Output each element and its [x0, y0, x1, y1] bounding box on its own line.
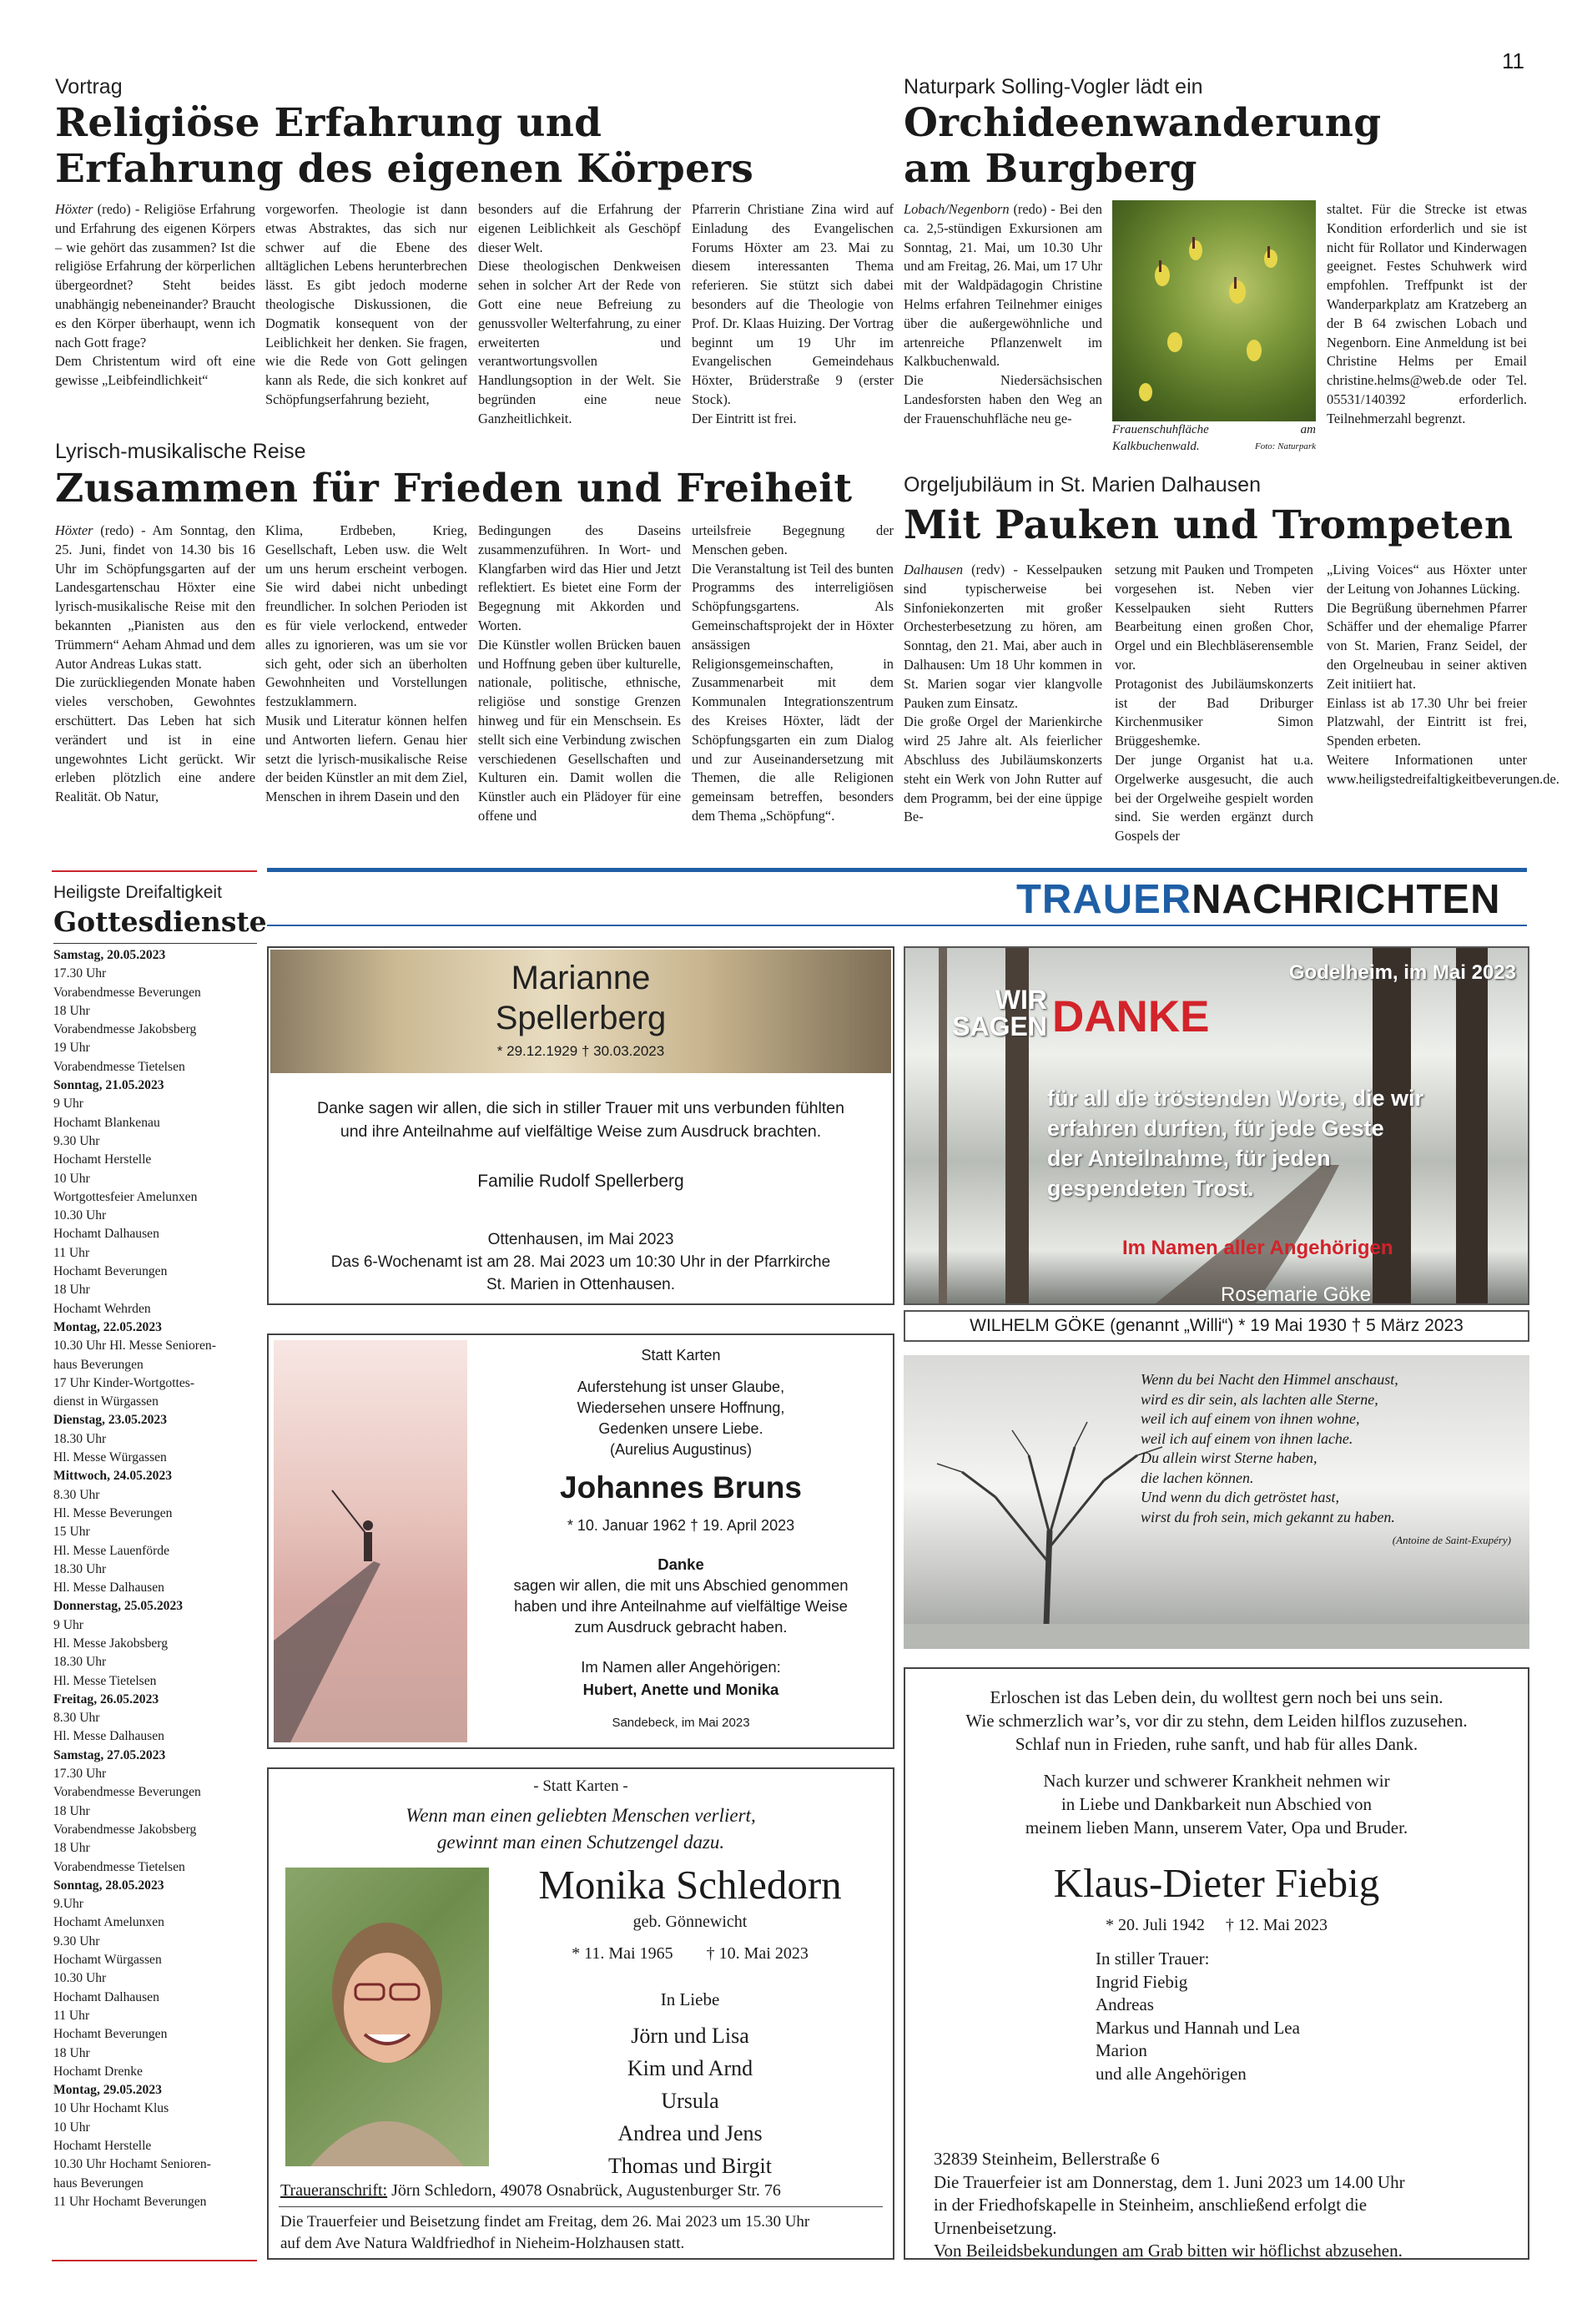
- poem-line: wirst du froh sein, mich gekannt zu haben.: [1141, 1508, 1395, 1525]
- gottesdienst-entry: Hl. Messe Dalhausen: [53, 1580, 164, 1596]
- schledorn-portrait-illustration: [285, 1868, 489, 2166]
- article4-col2: setzung mit Pauken und Trompeten vorgesehen ist. Neben vier Kesselpauken sieht Rutters Bearbeitung einen großen Chor, Orgel und ein Blechbläserensemble vor. Protagonist des Jubiläumskonzerts ist der Bad Driburger Kirchenmusiker Simon Brüggeshemke. Der junge Organist hat u.a. Orgelwerke ausgesucht, die auch bei der Orgelweihe gespielt worden sind. Sie werden ergänzt durch Gospels der: [1115, 562, 1313, 844]
- gottesdienst-entry: 17.30 Uhr: [53, 1767, 107, 1782]
- article2-col2: Klima, Erdbeben, Krieg, Gesellschaft, Leben usw. die Welt um uns herum erscheint verbogen. Sie wird dabei nicht unbedingt freundlicher. In solchen Perioden ist es für viele verlockend, entweder alles zu ignorieren, was um sie vor sich geht, oder sich an überholten Gewohnheiten und Vorstellungen festzuklammern. Musik und Literatur können helfen und Antworten liefern. Genau hier setzt die lyrisch-musikalische Reise der beiden Künstler an mit dem Ziel, Menschen in ihrem Dasein und den: [265, 522, 467, 805]
- sidebar-top-rule: [52, 870, 257, 872]
- article1-headline-line2: Erfahrung des eigenen Körpers: [55, 146, 754, 192]
- gottesdienst-date: Samstag, 20.05.2023: [53, 948, 166, 962]
- fiebig-mourner: Marion: [1096, 2040, 1147, 2060]
- schledorn-mourner: Andrea und Jens: [617, 2121, 763, 2145]
- article1-kicker: Vortrag: [55, 75, 123, 98]
- gottesdienst-date: Sonntag, 28.05.2023: [53, 1878, 164, 1893]
- article3-col1: Lobach/Negenborn (redo) - Bei den ca. 2,5-stündigen Exkursionen am Sonntag, 21. Mai, um 10.30 Uhr und am Freitag, 26. Mai, um 17 Uhr mit der Waldpädagogin Christine Helms erfahren Teilnehmer einiges über die außergewöhnliche und artenreiche Pflanzenwelt im Kalkbuchenwald. Die Niedersächsischen Landesforsten haben den Weg an der Frauenschuhfläche neu ge-: [904, 201, 1102, 426]
- gottesdienst-date: Samstag, 27.05.2023: [53, 1747, 166, 1762]
- goeke-place: Godelheim, im Mai 2023: [1288, 961, 1516, 984]
- ad-spellerberg: [267, 946, 894, 1305]
- orchid-caption: Frauenschuhfläche am Kalkbuchenwald. Foto: Naturpark: [1112, 423, 1316, 453]
- bruns-place: Sandebeck, im Mai 2023: [612, 1716, 750, 1730]
- gottesdienst-entry: Hochamt Blankenau: [53, 1115, 160, 1130]
- gottesdienst-entry: Hochamt Wehrden: [53, 1301, 151, 1316]
- gottesdienst-entry: Vorabendmesse Tietelsen: [53, 1859, 185, 1874]
- goeke-danke: DANKE: [1052, 992, 1210, 1041]
- poem-line: Wenn du bei Nacht den Himmel anschaust,: [1141, 1371, 1398, 1388]
- gottesdienst-entry: 9.30 Uhr: [53, 1933, 100, 1948]
- gottesdienst-entry: 18.30 Uhr: [53, 1655, 107, 1670]
- gottesdienst-entry: Vorabendmesse Jakobsberg: [53, 1822, 197, 1837]
- gottesdienst-entry: Hochamt Beverungen: [53, 2027, 168, 2042]
- gottesdienst-entry: Hl. Messe Tietelsen: [53, 1673, 157, 1688]
- bruns-quote: Auferstehung ist unser Glaube, Wiedersehen unsere Hoffnung, Gedenken unsere Liebe. (Aurelius Augustinus): [577, 1379, 785, 1458]
- gottesdienst-entry: Vorabendmesse Beverungen: [53, 985, 201, 1000]
- article1-col4: Pfarrerin Christiane Zina wird auf Einladung des Evangelischen Forums Höxter am 23. Mai zu diesem interessanten Thema referieren. Sie stützt sich dabei besonders auf die Theologie von Prof. Dr. Klaas Huizing. Der Vortrag beginnt um 19 Uhr im Evangelischen Gemeindehaus Höxter, Brüderstraße 9 (erster Stock). Der Eintritt ist frei.: [692, 201, 894, 426]
- gottesdienst-entry: Hochamt Amelunxen: [53, 1915, 164, 1930]
- sidebar-title-rule: [53, 943, 257, 944]
- poem-line: Und wenn du dich getröstet hast,: [1141, 1489, 1339, 1505]
- goeke-footer: WILHELM GÖKE (genannt „Willi“) * 19 Mai 1930 † 5 März 2023: [904, 1310, 1529, 1342]
- gottesdienst-entry: 9 Uhr: [53, 1096, 83, 1112]
- trauer-header-part1: TRAUER: [1016, 877, 1192, 922]
- gottesdienst-entry: Hochamt Würgassen: [53, 1953, 162, 1968]
- article1-col2: vorgeworfen. Theologie ist dann etwas Abstraktes, das sich nur schwer auf die Ebene des alltäglichen Lebens herunterbrechen lässt. Es gibt jedoch moderne theologische Diskussionen, die Dogmatik konsequent von der Leiblichkeit her denken. Sie fragen, wie die Rede von Gott gelingen kann als Rede, die sich konkret auf Schöpfungserfahrung bezieht,: [265, 201, 467, 407]
- gottesdienst-entry: 11 Uhr: [53, 1245, 90, 1260]
- bruns-text: Danke sagen wir allen, die mit uns Abschied genommen haben und ihre Anteilnahme auf vielfältige Weise zum Ausdruck gebracht haben.: [513, 1555, 849, 1636]
- gottesdienst-entry: 18 Uhr: [53, 1841, 90, 1856]
- ad-poem: [904, 1355, 1529, 1649]
- bruns-statt: Statt Karten: [641, 1347, 721, 1364]
- gottesdienst-entry: Vorabendmesse Tietelsen: [53, 1059, 185, 1074]
- spellerberg-info: Ottenhausen, im Mai 2023 Das 6-Wochenamt ist am 28. Mai 2023 um 10:30 Uhr in der Pfarrkirche St. Marien in Ottenhausen.: [330, 1231, 831, 1293]
- schledorn-mourner: Ursula: [661, 2089, 719, 2113]
- fiebig-mourner: Ingrid Fiebig: [1096, 1971, 1188, 1992]
- poem-line: wird es dir sein, als lachten alle Sterne,: [1141, 1390, 1378, 1408]
- fiebig-mourner: Andreas: [1096, 1994, 1154, 2014]
- article1-col1: Höxter (redo) - Religiöse Erfahrung und Erfahrung des eigenen Körpers – wie gehört das zusammen? Ist die religiöse Erfahrung der körperlichen übergeordnet? Steht beides unabhängig nebeneinander? Braucht es den Körper überhaupt, wenn ich nach Gott frage? Dem Christentum wird oft eine gewisse „Leibfeindlichkeit“: [55, 201, 255, 389]
- article2-col4: urteilsfreie Begegnung der Menschen geben. Die Veranstaltung ist Teil des bunten Programms des interreligiösen Schöpfungsgartens. Als Gemeinschaftsprojekt der in Höxter ansässigen Religionsgemeinschaften, in Zusammenarbeit mit dem Kommunalen Integrationszentrum des Kreises Höxter, lädt der Schöpfungsgarten ein zum Dialog und zur Auseinandersetzung mit Themen, die alle Religionen gemeinsam betreffen, besonders dem Thema „Schöpfung“.: [692, 522, 894, 824]
- article4-kicker: Orgeljubiläum in St. Marien Dalhausen: [904, 473, 1261, 497]
- fiebig-poem: Erloschen ist das Leben dein, du wolltest gern noch bei uns sein. Wie schmerzlich war’s, vor dir zu stehn, dem Leiden hilflos zuzusehen. Schlaf nun in Frieden, ruhe sanft, und hab für alles Dank.: [965, 1687, 1468, 1754]
- ad-goeke: [904, 946, 1529, 1305]
- gottesdienst-entry: Hochamt Drenke: [53, 2064, 143, 2079]
- schledorn-mourner: Jörn und Lisa: [631, 2024, 749, 2048]
- trauer-header-part2: NACHRICHTEN: [1192, 877, 1501, 922]
- schledorn-name: Monika Schledorn: [538, 1862, 842, 1908]
- fiebig-dates: * 20. Juli 1942 † 12. Mai 2023: [1105, 1916, 1328, 1934]
- gottesdienst-entry: Hl. Messe Dalhausen: [53, 1729, 164, 1744]
- spellerberg-name: Marianne Spellerberg: [495, 960, 667, 1036]
- gottesdienst-entry: 9.30 Uhr: [53, 1133, 100, 1148]
- gottesdienst-entry: Vorabendmesse Jakobsberg: [53, 1022, 197, 1037]
- gottesdienst-entry: 9.Uhr: [53, 1897, 83, 1912]
- article3-headline: Orchideenwanderung am Burgberg: [904, 100, 1382, 192]
- gottesdienst-entry: 10 Uhr: [53, 1171, 90, 1186]
- article4-col3: „Living Voices“ aus Höxter unter der Leitung von Johannes Lücking. Die Begrüßung übernehmen Pfarrer Schäffer und der ehemalige Pfarrer von St. Marien, Franz Seidel, der den Orgelneubau in seiner aktiven Zeit initiiert hat. Einlass ist ab 17.30 Uhr bei freier Platzwahl, der Eintritt ist frei, Spenden erbeten. Weitere Informationen unter www.heiligstedreifaltigkeitbeverungen.de.: [1327, 562, 1559, 787]
- gottesdienst-entry: 15 Uhr: [53, 1525, 90, 1540]
- poem-line: weil ich auf einem von ihnen wohne,: [1141, 1410, 1360, 1427]
- article2-col1: Höxter (redo) - Am Sonntag, den 25. Juni, findet von 14.30 bis 16 Uhr im Schöpfungsgarten auf der Landesgartenschau Höxter eine lyrisch-musikalische Reise mit den bekannten „Pianisten aus den Trümmern“ Aeham Ahmad und dem Autor Andreas Lukas statt. Die zurückliegenden Monate haben vieles verschoben, Gewohntes erschüttert. Das Leben hat sich verändert und ist in eine ungewohntes Licht gerückt. Wir erleben plötzlich eine andere Realität. Ob Natur,: [55, 522, 255, 805]
- ad-bruns: [267, 1333, 894, 1749]
- gottesdienst-date: Donnerstag, 25.05.2023: [53, 1599, 184, 1614]
- gottesdienst-entry: 10.30 Uhr Hl. Messe Senioren-: [53, 1338, 216, 1354]
- poem-author: (Antoine de Saint-Exupéry): [1392, 1534, 1511, 1546]
- gottesdienst-entry: 18.30 Uhr: [53, 1561, 107, 1576]
- gottesdienst-date: Montag, 29.05.2023: [53, 2083, 162, 2098]
- bruns-dates: * 10. Januar 1962 † 19. April 2023: [567, 1517, 795, 1534]
- article1-col3: besonders auf die Erfahrung der eigenen Leiblichkeit als Geschöpf dieser Welt. Diese theologischen Denkweisen sehen in solcher Art der Rede von Gott eine neue Befreiung zu genussvoller Welterfahrung, zu einer erweiterten und verantwortungsvollen Handlungsoption in der Welt. Sie begründen eine neue Ganzheitlichkeit.: [478, 201, 681, 426]
- gottesdienst-date: Sonntag, 21.05.2023: [53, 1078, 164, 1093]
- schledorn-divider: [279, 2206, 883, 2207]
- schledorn-address: Traueranschrift: Jörn Schledorn, 49078 Osnabrück, Augustenburger Str. 76: [280, 2181, 781, 2200]
- schledorn-portrait: [285, 1868, 489, 2166]
- bruns-name: Johannes Bruns: [560, 1470, 802, 1505]
- gottesdienst-entry: 8.30 Uhr: [53, 1711, 100, 1726]
- bruns-lake-image: [274, 1340, 467, 1742]
- spellerberg-dates: * 29.12.1929 † 30.03.2023: [496, 1043, 665, 1059]
- gottesdienst-entry: Hochamt Dalhausen: [53, 1989, 159, 2004]
- gottesdienst-entry: Hochamt Dalhausen: [53, 1227, 159, 1242]
- gottesdienst-entry: haus Beverungen: [53, 2175, 144, 2190]
- spellerberg-text: Danke sagen wir allen, die sich in stiller Trauer mit uns verbunden fühlten und ihre Anteilnahme auf vielfältige Weise zum Ausdruck brachten.: [317, 1099, 844, 1141]
- gottesdienst-entry: 18 Uhr: [53, 1803, 90, 1818]
- gottesdienst-entry: 10 Uhr Hochamt Klus: [53, 2101, 169, 2116]
- fiebig-mourners: In stiller Trauer: Ingrid Fiebig Andreas Markus und Hannah und Lea Marion und alle Angehörigen: [1096, 1948, 1513, 2085]
- gottesdienst-entry: Hl. Messe Würgassen: [53, 1450, 167, 1465]
- gottesdienste-kicker: Heiligste Dreifaltigkeit: [53, 883, 222, 902]
- sidebar-bottom-rule: [52, 2260, 257, 2261]
- gottesdienst-entry: 10.30 Uhr: [53, 1971, 107, 1986]
- gottesdienst-entry: 9 Uhr: [53, 1617, 83, 1632]
- gottesdienst-date: Dienstag, 23.05.2023: [53, 1413, 168, 1428]
- article4-col1: Dalhausen (redv) - Kesselpauken sind typischerweise bei Sinfoniekonzerten mit großer Orchesterbesetzung zu hören, am Sonntag, den 21. Mai, aber auch in Dalhausen: Um 18 Uhr kommen in St. Marien sogar vier klangvolle Pauken zum Einsatz. Die große Orgel der Marienkirche wird 25 Jahre alt. Als feierlicher Abschluss des Jubiläumskonzerts steht ein Werk von John Rutter auf dem Programm, bei der eine üppige Be-: [904, 562, 1102, 825]
- gottesdienst-date: Freitag, 26.05.2023: [53, 1691, 159, 1706]
- gottesdienst-entry: 17.30 Uhr: [53, 966, 107, 981]
- gottesdienst-entry: 17 Uhr Kinder-Wortgottes-: [53, 1375, 195, 1390]
- ad-schledorn: [267, 1767, 894, 2260]
- poem-line: weil ich auf einem von ihnen lache.: [1141, 1429, 1353, 1447]
- gottesdienst-entry: Wortgottesfeier Amelunxen: [53, 1189, 198, 1204]
- gottesdienst-entry: 8.30 Uhr: [53, 1487, 100, 1502]
- fiebig-name: Klaus-Dieter Fiebig: [1053, 1860, 1380, 1906]
- article1-place: Höxter: [55, 201, 93, 217]
- gottesdienste-title: Gottesdienste: [53, 905, 267, 938]
- trauer-header-rule: [267, 868, 1527, 872]
- orchid-photo-illustration: [1112, 200, 1316, 421]
- schledorn-mourner: Kim und Arnd: [627, 2056, 753, 2080]
- gottesdienst-date: Montag, 22.05.2023: [53, 1319, 162, 1334]
- gottesdienst-entry: Hl. Messe Lauenförde: [53, 1543, 169, 1558]
- orchid-photo: [1112, 200, 1316, 421]
- poem-text: [1141, 1370, 1508, 1527]
- fiebig-names: [1096, 1971, 1513, 2086]
- gottesdienst-entry: Vorabendmesse Beverungen: [53, 1785, 201, 1800]
- gottesdienst-entry: 18 Uhr: [53, 1003, 90, 1018]
- schledorn-quote: Wenn man einen geliebten Menschen verliert, gewinnt man einen Schutzengel dazu.: [406, 1805, 756, 1853]
- schledorn-mourner: Thomas und Birgit: [608, 2154, 772, 2178]
- article3-col3: staltet. Für die Strecke ist etwas Kondition erforderlich und sie ist nicht für Rollator und Kinderwagen geeignet. Festes Schuhwerk wird empfohlen. Treffpunkt ist der Wanderparkplatz am Kratzeberg an der B 64 zwischen Lobach und Negenborn. Eine Anmeldung ist bei Christine Helms per Email christine.helms@web.de oder Tel. 05531/140392 erforderlich. Teilnehmerzahl begrenzt.: [1327, 201, 1527, 426]
- fiebig-intro: Nach kurzer und schwerer Krankheit nehmen wir in Liebe und Dankbarkeit nun Abschied von meinem lieben Mann, unserem Vater, Opa und Bruder.: [1025, 1771, 1408, 1838]
- ad-fiebig: [904, 1667, 1529, 2260]
- article4-headline: Mit Pauken und Trompeten: [904, 502, 1514, 548]
- spellerberg-family: Familie Rudolf Spellerberg: [477, 1172, 684, 1191]
- trauer-header: [1016, 876, 1501, 923]
- gottesdienst-entry: Hochamt Beverungen: [53, 1264, 168, 1279]
- gottesdienst-entry: 10 Uhr: [53, 2120, 90, 2135]
- goeke-text: für all die tröstenden Worte, die wir erfahren durften, für jede Geste der Anteilnahme, für jeden gespendeten Trost.: [1047, 1086, 1424, 1201]
- bruns-jetty-illustration: [274, 1340, 467, 1742]
- poem-line: die lachen können.: [1141, 1469, 1254, 1486]
- gottesdienst-entry: 18 Uhr: [53, 1283, 90, 1298]
- article3-kicker: Naturpark Solling-Vogler lädt ein: [904, 75, 1203, 98]
- gottesdienst-entry: Hl. Messe Jakobsberg: [53, 1636, 169, 1651]
- gottesdienst-entry: 10.30 Uhr Hochamt Senioren-: [53, 2157, 211, 2172]
- gottesdienst-entry: 18 Uhr: [53, 2045, 90, 2060]
- gottesdienst-entry: haus Beverungen: [53, 1357, 144, 1372]
- article1-headline: [55, 100, 889, 192]
- page-number: 11: [1502, 48, 1524, 73]
- fiebig-mourner: Markus und Hannah und Lea: [1096, 2017, 1300, 2038]
- goeke-wirsagen: WIR SAGEN: [952, 985, 1047, 1041]
- fiebig-funeral: 32839 Steinheim, Bellerstraße 6 Die Trauerfeier ist am Donnerstag, dem 1. Juni 2023 um 14.00 Uhr in der Friedhofskapelle in Steinheim, anschließend erfolgt die Urnenbeisetzung. Von Beileidsbekundungen am Grab bitten wir höflichst abzusehen.: [934, 2149, 1405, 2261]
- gottesdienst-entry: Hochamt Herstelle: [53, 1152, 152, 1167]
- article2-headline: Zusammen für Frieden und Freiheit: [55, 466, 853, 512]
- trauer-header-underline: [267, 925, 1527, 926]
- schledorn-inliebe: In Liebe: [660, 1989, 720, 2009]
- gottesdienst-date: Mittwoch, 24.05.2023: [53, 1469, 173, 1484]
- bruns-signers: Im Namen aller Angehörigen: Hubert, Anette und Monika: [581, 1658, 781, 1698]
- gottesdienst-entry: 10.30 Uhr: [53, 1208, 107, 1223]
- fiebig-mourner: und alle Angehörigen: [1096, 2063, 1247, 2084]
- article2-kicker: Lyrisch-musikalische Reise: [55, 440, 306, 463]
- article1-headline-line1: Religiöse Erfahrung und: [55, 100, 602, 146]
- article2-col3: Bedingungen des Daseins zusammenzuführen. In Wort- und Klangfarben wird das Hier und Jetzt reflektiert. Es bietet eine Form der Begegnung mit Akkorden und Worten. Die Künstler wollen Brücken bauen und Hoffnung geben über kulturelle, nationale, politische, ethnische, religiöse und sonstige Grenzen hinweg und für ein Menschsein. Es stellt sich eine Verbindung zwischen verschiedenen Gesellschaften und Kulturen ein. Damit wollen die Künstler auch ein Plädoyer für eine offene und: [478, 522, 681, 824]
- gottesdienst-entry: 19 Uhr: [53, 1041, 90, 1056]
- schledorn-dates: * 11. Mai 1965 † 10. Mai 2023: [572, 1944, 809, 1963]
- goeke-namen: Im Namen aller Angehörigen: [1122, 1237, 1393, 1259]
- schledorn-statt: - Statt Karten -: [533, 1777, 628, 1795]
- schledorn-names: [494, 2019, 886, 2182]
- gottesdienst-entry: 11 Uhr: [53, 2008, 90, 2023]
- gottesdienst-entry: Hochamt Herstelle: [53, 2139, 152, 2153]
- gottesdienst-entry: Hl. Messe Beverungen: [53, 1505, 173, 1520]
- gottesdienst-entry: 11 Uhr Hochamt Beverungen: [53, 2194, 207, 2209]
- goeke-signer: Rosemarie Göke: [1221, 1283, 1372, 1306]
- gottesdienst-entry: dienst in Würgassen: [53, 1394, 159, 1409]
- gottesdienst-entry: 18.30 Uhr: [53, 1431, 107, 1446]
- schledorn-geb: geb. Gönnewicht: [632, 1913, 748, 1931]
- schledorn-funeral: Die Trauerfeier und Beisetzung findet am Freitag, dem 26. Mai 2023 um 15.30 Uhr auf dem Ave Natura Waldfriedhof in Nieheim-Holzhausen statt.: [280, 2213, 810, 2252]
- poem-line: Du allein wirst Sterne haben,: [1141, 1449, 1318, 1466]
- gottesdienste-list: [53, 946, 257, 2211]
